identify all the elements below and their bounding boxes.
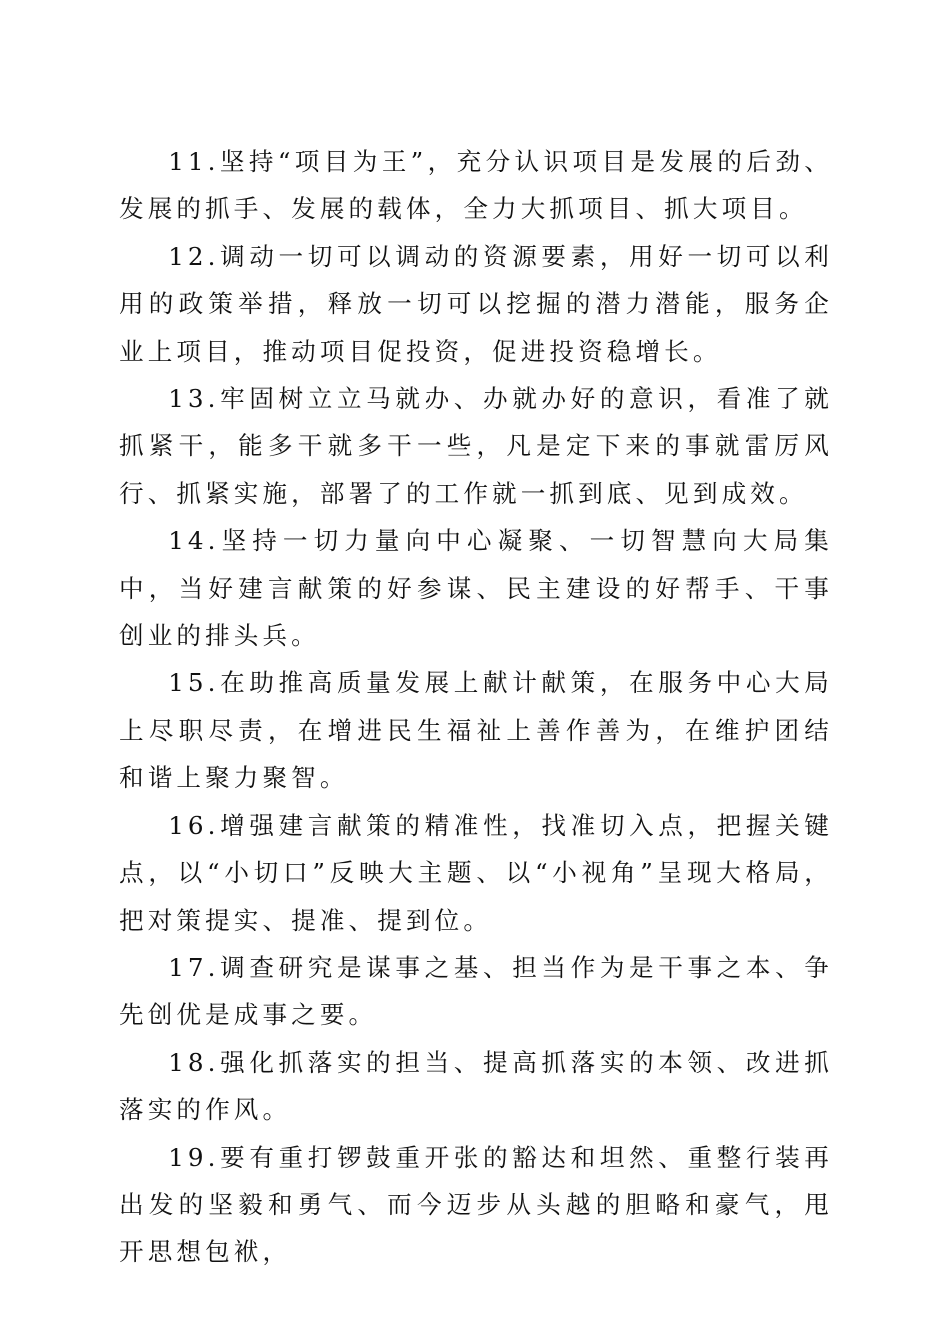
paragraph-16: 16.增强建言献策的精准性，找准切入点，把握关键点，以“小切口”反映大主题、以“小视角”呈现大格局，把对策提实、提准、提到位。 xyxy=(119,810,833,935)
paragraph-15: 15.在助推高质量发展上献计献策，在服务中心大局上尽职尽责，在增进民生福祉上善作善为，在维护团结和谐上聚力聚智。 xyxy=(119,668,833,793)
paragraph-14: 14.坚持一切力量向中心凝聚、一切智慧向大局集中，当好建言献策的好参谋、民主建设的好帮手、干事创业的排头兵。 xyxy=(119,526,833,651)
document-body xyxy=(119,138,833,1276)
paragraph-17: 17.调查研究是谋事之基、担当作为是干事之本、争先创优是成事之要。 xyxy=(119,952,833,1030)
paragraph-18: 18.强化抓落实的担当、提高抓落实的本领、改进抓落实的作风。 xyxy=(119,1047,833,1125)
paragraph-19: 19.要有重打锣鼓重开张的豁达和坦然、重整行装再出发的坚毅和勇气、而今迈步从头越的胆略和豪气，甩开思想包袱， xyxy=(119,1142,833,1267)
paragraph-11: 11.坚持“项目为王”，充分认识项目是发展的后劲、发展的抓手、发展的载体，全力大抓项目、抓大项目。 xyxy=(119,147,833,224)
paragraph-12: 12.调动一切可以调动的资源要素，用好一切可以利用的政策举措，释放一切可以挖掘的潜力潜能，服务企业上项目，推动项目促投资，促进投资稳增长。 xyxy=(119,241,833,366)
paragraph-13: 13.牢固树立立马就办、办就办好的意识，看准了就抓紧干，能多干就多干一些，凡是定下来的事就雷厉风行、抓紧实施，部署了的工作就一抓到底、见到成效。 xyxy=(119,384,833,508)
